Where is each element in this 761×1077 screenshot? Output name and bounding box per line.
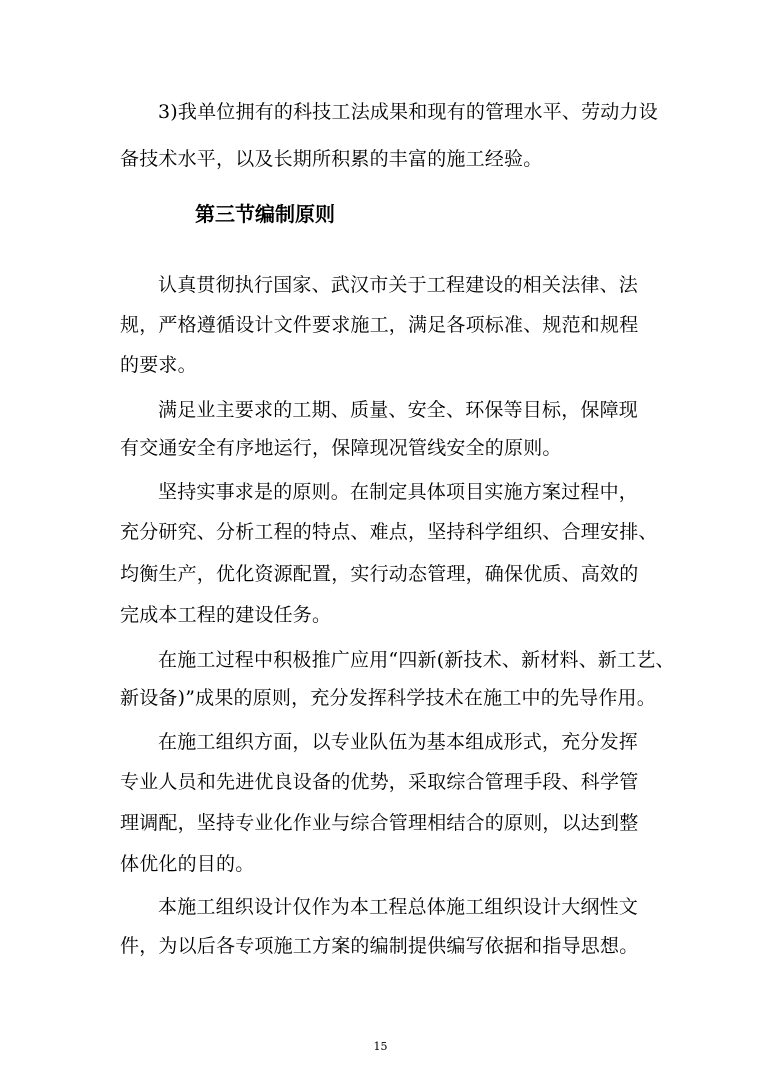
paragraph-line: 本施工组织设计仅作为本工程总体施工组织设计大纲性文 [158, 896, 639, 918]
section-heading: 第三节编制原则 [195, 202, 335, 226]
paragraph-line: 坚持实事求是的原则。在制定具体项目实施方案过程中， [158, 481, 639, 503]
paragraph-line: 均衡生产，优化资源配置，实行动态管理，确保优质、高效的 [120, 563, 639, 585]
paragraph-line: 规，严格遵循设计文件要求施工，满足各项标准、规范和规程 [120, 314, 639, 336]
paragraph-line: 3)我单位拥有的科技工法成果和现有的管理水平、劳动力设 [158, 101, 658, 123]
paragraph-line: 理调配，坚持专业化作业与综合管理相结合的原则，以达到整 [120, 812, 639, 834]
paragraph-line: 件，为以后各专项施工方案的编制提供编写依据和指导思想。 [120, 935, 639, 957]
paragraph-line: 完成本工程的建设任务。 [120, 604, 332, 626]
paragraph-line: 专业人员和先进优良设备的优势，采取综合管理手段、科学管 [120, 771, 639, 793]
paragraph-line: 有交通安全有序地运行，保障现况管线安全的原则。 [120, 437, 562, 459]
paragraph-line: 备技术水平，以及长期所积累的丰富的施工经验。 [120, 148, 543, 170]
paragraph-line: 新设备)”成果的原则，充分发挥科学技术在施工中的先导作用。 [120, 687, 656, 709]
paragraph-line: 体优化的目的。 [120, 853, 255, 875]
page-number: 15 [373, 1040, 388, 1053]
paragraph-line: 满足业主要求的工期、质量、安全、环保等目标，保障现 [158, 399, 639, 421]
paragraph-line: 认真贯彻执行国家、武汉市关于工程建设的相关法律、法 [158, 274, 639, 296]
paragraph-line: 的要求。 [120, 354, 197, 376]
paragraph-line: 充分研究、分析工程的特点、难点，坚持科学组织、合理安排、 [120, 521, 658, 543]
paragraph-line: 在施工组织方面，以专业队伍为基本组成形式，充分发挥 [158, 731, 639, 753]
paragraph-line: 在施工过程中积极推广应用“四新(新技术、新材料、新工艺、 [158, 649, 675, 671]
